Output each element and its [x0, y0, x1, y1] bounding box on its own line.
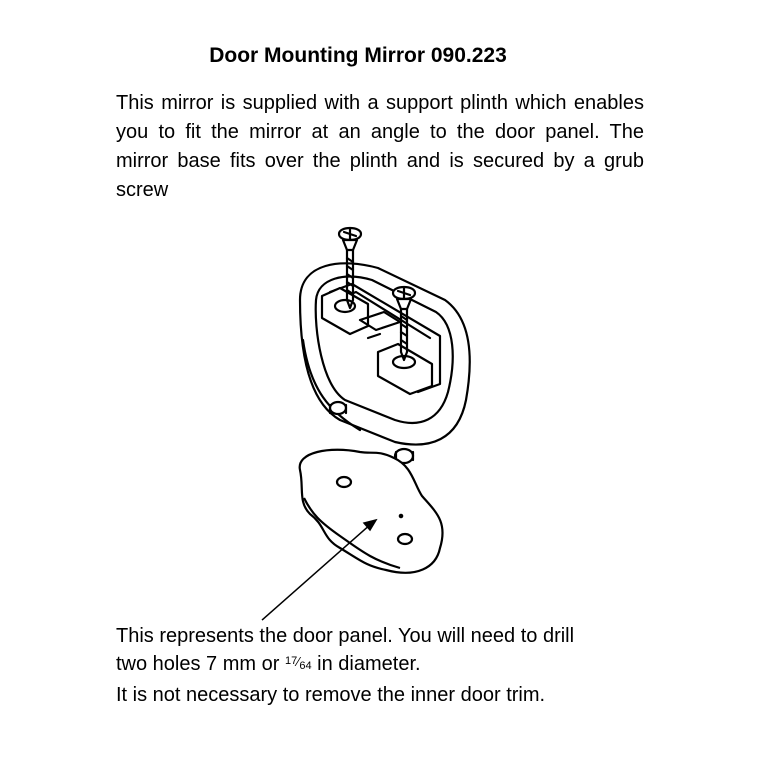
caption-line-2: [116, 650, 716, 681]
pointer-arrow: [262, 520, 376, 620]
caption-line-3: It is not necessary to remove the inner door trim.: [116, 684, 546, 706]
caption-block: [116, 622, 716, 709]
document-title: Door Mounting Mirror 090.223: [209, 44, 507, 67]
plinth-drawing: [300, 228, 470, 463]
caption-line-1: This represents the door panel. You will need to drill: [116, 625, 575, 647]
fraction-numerator: 17: [284, 655, 298, 667]
fraction-separator: ⁄: [297, 654, 300, 669]
fraction-denominator: 64: [299, 660, 312, 672]
intro-text: This mirror is supplied with a support plinth which enables you to fit the mirror at an angle to the door panel. The mirror base fits over the plinth and is secured by a grub screw: [116, 92, 644, 201]
door-panel-drawing: [300, 450, 443, 573]
caption-line-2-suffix: in diameter.: [311, 653, 421, 675]
caption-line-2-prefix: two holes 7 mm or: [116, 653, 285, 675]
